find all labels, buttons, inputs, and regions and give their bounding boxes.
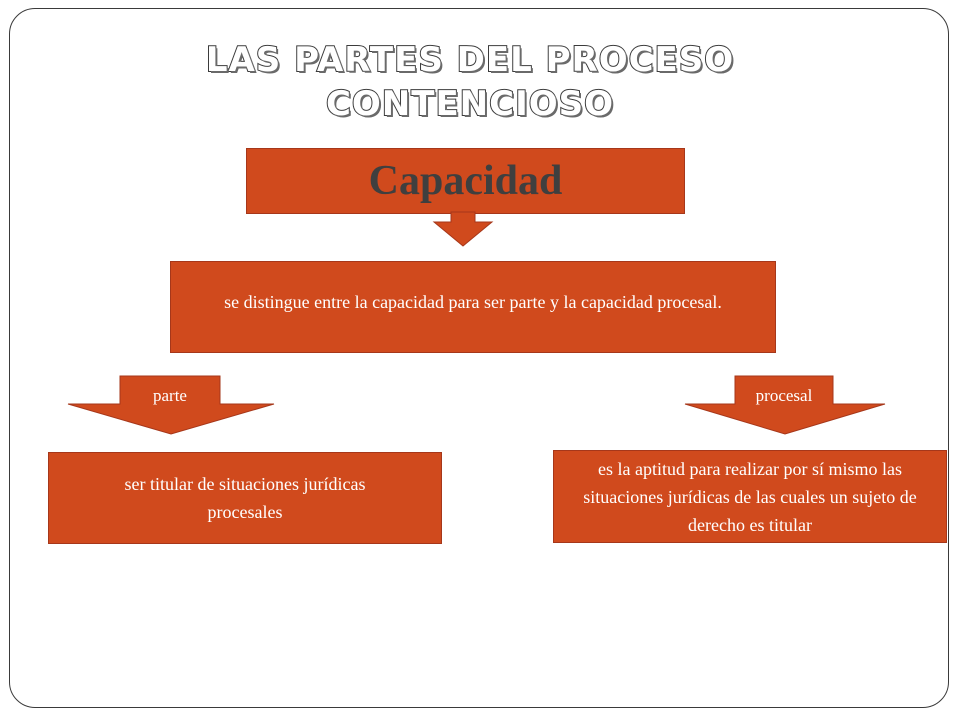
slide-title: LAS PARTES DEL PROCESO CONTENCIOSO [205, 40, 735, 124]
capacidad-label: Capacidad [368, 158, 563, 204]
definition-text: se distingue entre la capacidad para ser parte y la capacidad procesal. [224, 292, 722, 312]
parte-arrow-label: parte [153, 386, 187, 405]
definition-box [170, 261, 776, 353]
parte-description-box [48, 452, 442, 544]
procesal-arrow-label: procesal [755, 386, 813, 405]
procesal-arrow-icon [683, 376, 887, 436]
down-arrow-icon [430, 212, 496, 248]
parte-arrow-icon [66, 376, 276, 436]
capacidad-box [246, 148, 685, 214]
procesal-description-text: es la aptitud para realizar por sí mismo las situaciones jurídicas de las cuales un sujeto de derecho es titular [583, 458, 917, 535]
parte-description-text: ser titular de situaciones jurídicas procesales [124, 474, 366, 522]
procesal-description-box [553, 450, 947, 543]
